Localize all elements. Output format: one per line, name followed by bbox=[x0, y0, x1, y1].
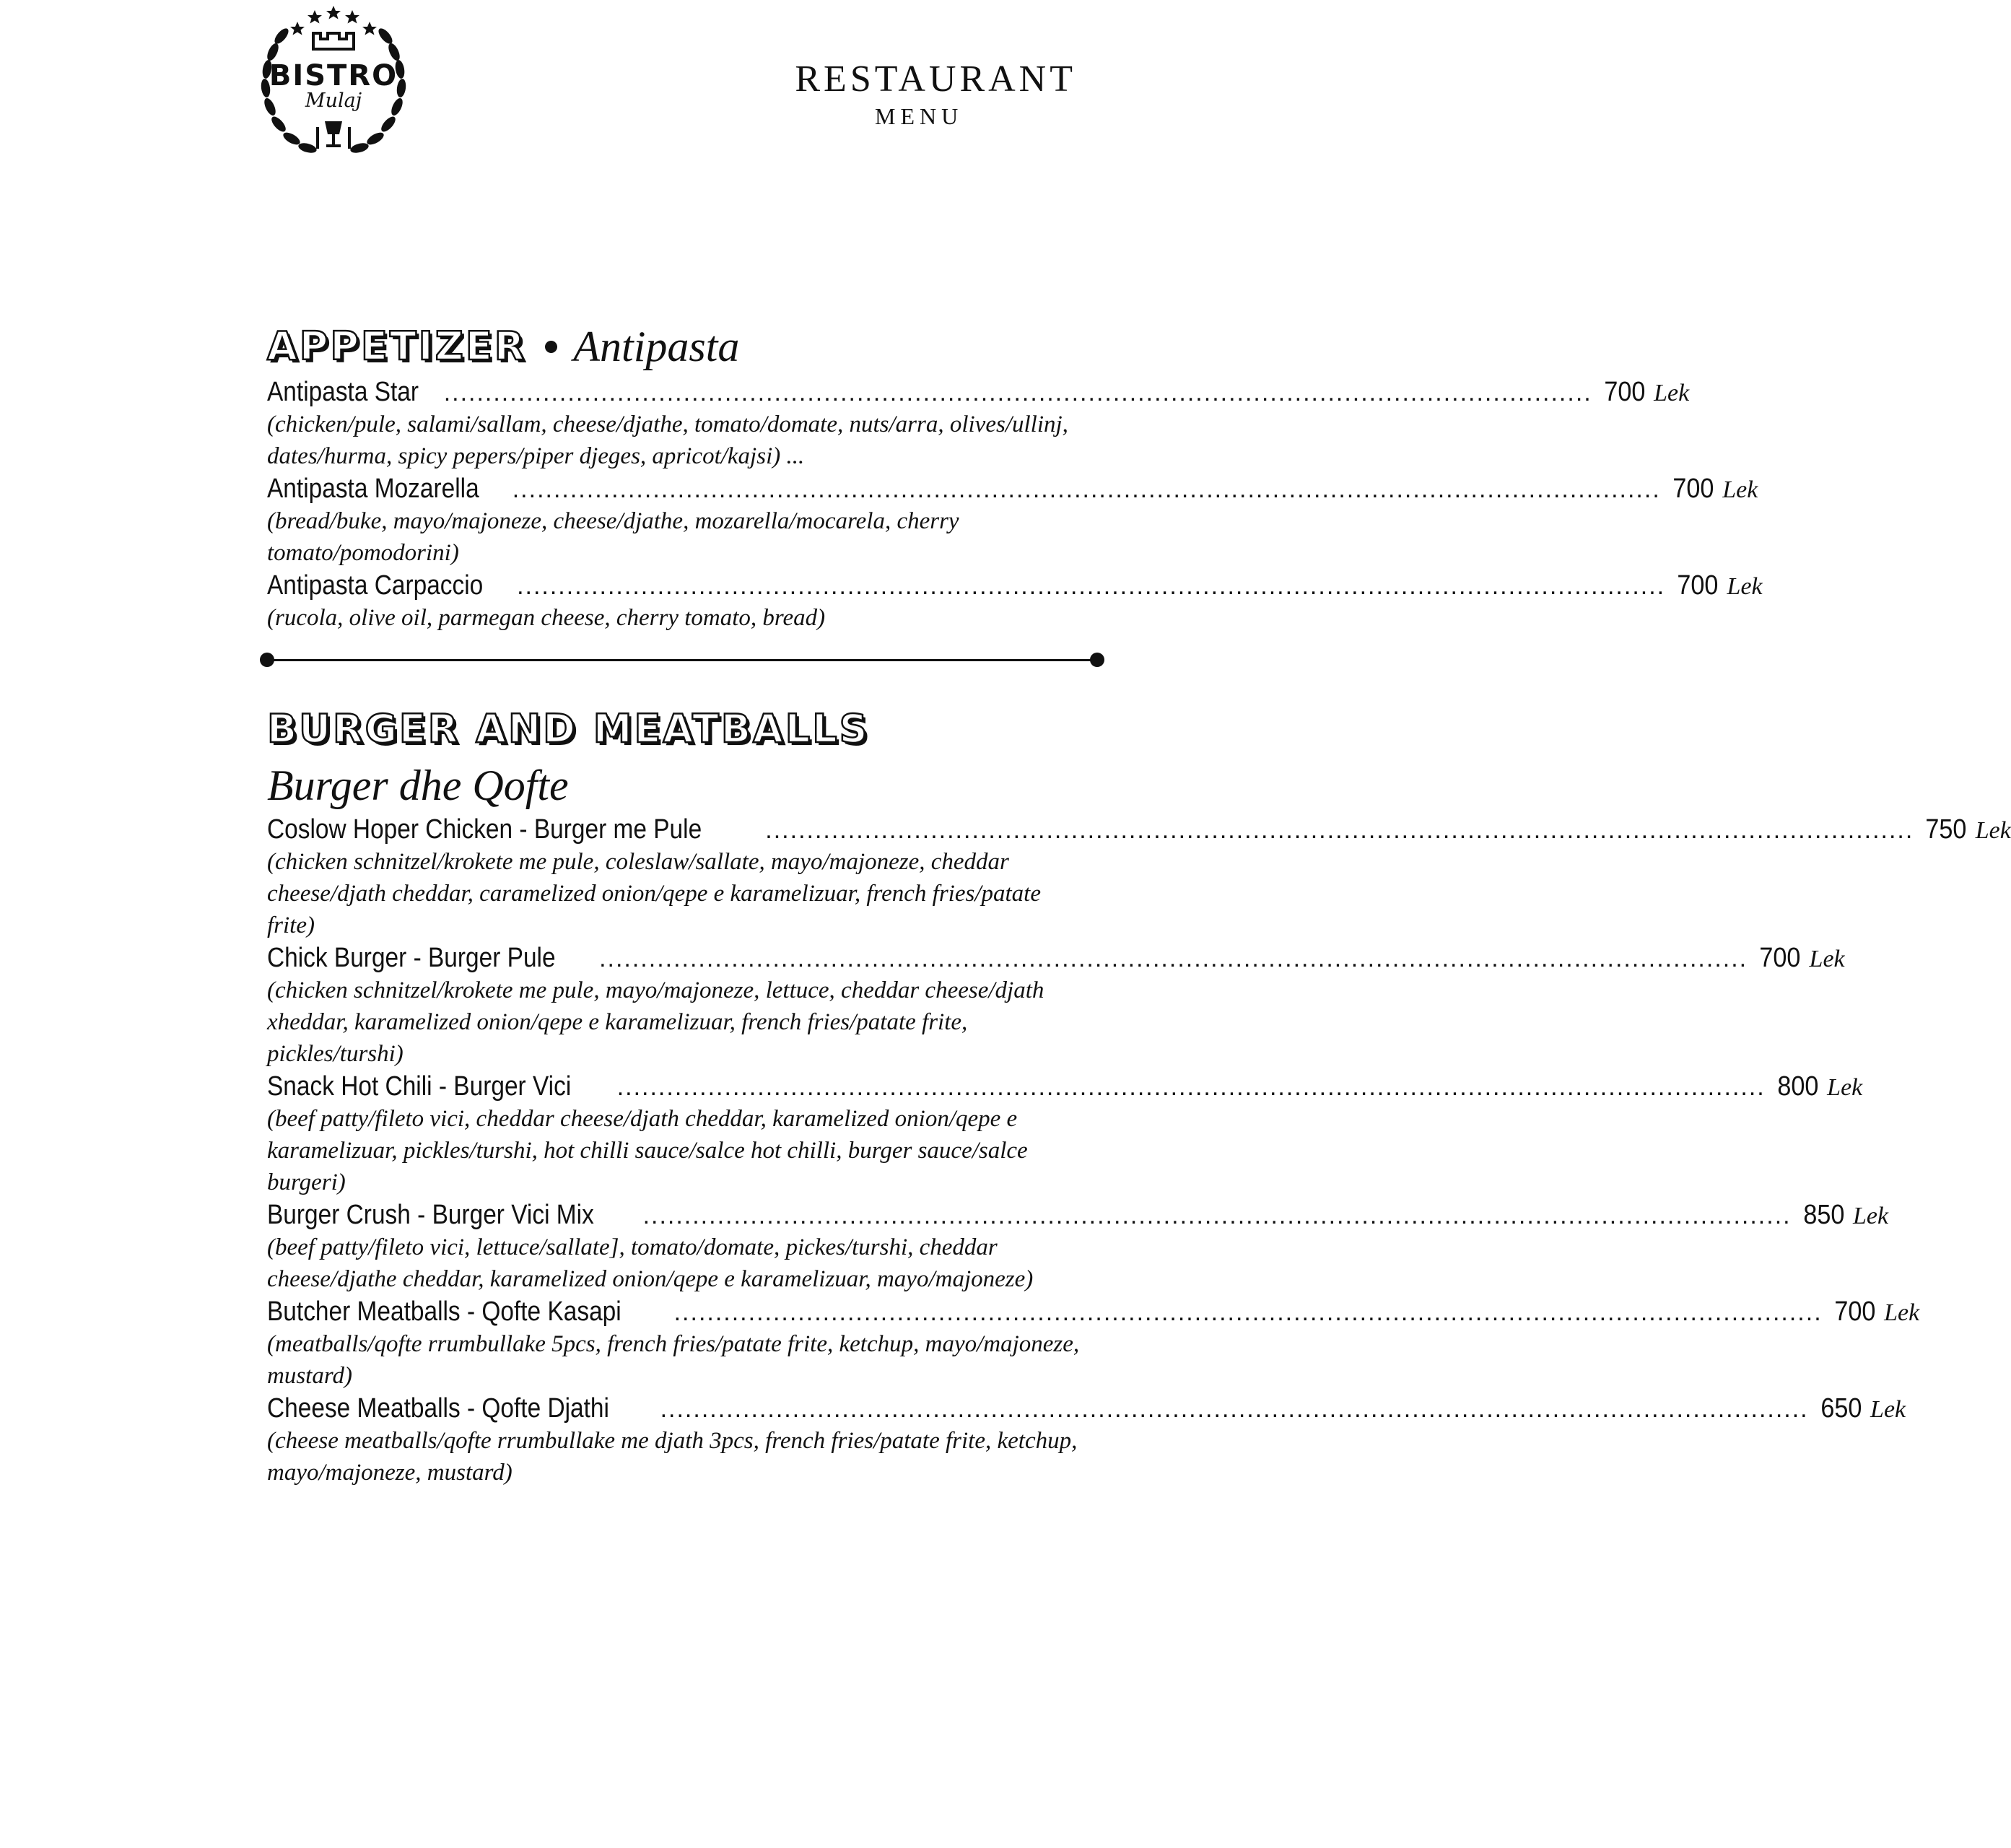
item-name: Cheese Meatballs - Qofte Djathi bbox=[267, 1393, 609, 1424]
item-name: Antipasta Mozarella bbox=[267, 474, 479, 504]
item-name: Snack Hot Chili - Burger Vici bbox=[267, 1071, 572, 1102]
logo-script: Mulaj bbox=[305, 90, 362, 112]
item-price: 700 bbox=[1833, 1296, 1876, 1327]
item-currency: Lek bbox=[1722, 476, 1758, 503]
page-subtitle: MENU bbox=[875, 103, 964, 129]
item-description: (bread/buke, mayo/majoneze, cheese/djathe, mozarella/mocarela, cherry tomato/pomodorini) bbox=[267, 508, 959, 566]
menu-item bbox=[267, 1392, 1906, 1489]
item-price: 800 bbox=[1777, 1071, 1819, 1102]
menu-item bbox=[267, 1070, 1863, 1198]
item-price: 700 bbox=[1672, 474, 1714, 504]
cutlery-icon bbox=[316, 121, 351, 149]
item-currency: Lek bbox=[1853, 1203, 1889, 1229]
dot-leader: ........................................................................................................................................... bbox=[673, 1299, 1823, 1326]
dot-leader: ........................................................................................................................................... bbox=[616, 1073, 1766, 1101]
item-description: (beef patty/fileto vici, cheddar cheese/djath cheddar, karamelized onion/qepe e karamelizuar, pickles/turshi, hot chilli sauce/salce hot chilli, burger sauce/salce burgeri) bbox=[267, 1106, 1028, 1195]
divider-dot-icon bbox=[1090, 653, 1104, 667]
section-divider bbox=[260, 651, 1104, 668]
dot-leader: ........................................................................................................................................... bbox=[765, 816, 1914, 844]
item-description: (beef patty/fileto vici, lettuce/sallate], tomato/domate, pickes/turshi, cheddar cheese/djathe cheddar, karamelized onion/qepe e karamelizuar, mayo/majoneze) bbox=[267, 1234, 1034, 1292]
menu-item bbox=[267, 941, 1845, 1070]
dot-leader: ........................................................................................................................................... bbox=[599, 945, 1748, 972]
section-title-appetizer bbox=[267, 318, 1097, 375]
item-price: 650 bbox=[1820, 1393, 1862, 1424]
menu-item bbox=[267, 375, 1690, 472]
item-name: Coslow Hoper Chicken - Burger me Pule bbox=[267, 814, 702, 845]
item-description: (rucola, olive oil, parmegan cheese, cherry tomato, bread) bbox=[267, 605, 826, 631]
page-title: RESTAURANT bbox=[795, 58, 1076, 100]
item-description: (cheese meatballs/qofte rrumbullake me djath 3pcs, french fries/patate frite, ketchup, mayo/majoneze, mustard) bbox=[267, 1428, 1078, 1486]
item-price: 850 bbox=[1802, 1200, 1845, 1230]
section-heading: APPETIZER bbox=[267, 323, 527, 369]
dot-leader: ........................................................................................................................................... bbox=[642, 1202, 1792, 1229]
item-name: Antipasta Star bbox=[267, 377, 419, 407]
item-currency: Lek bbox=[1827, 1074, 1863, 1101]
section-subheading: Burger dhe Qofte bbox=[267, 762, 569, 809]
star-icons bbox=[290, 6, 377, 35]
section-title-burger bbox=[267, 700, 1097, 758]
item-currency: Lek bbox=[1809, 946, 1845, 972]
section-heading: BURGER AND MEATBALLS bbox=[267, 706, 870, 751]
item-price: 700 bbox=[1677, 570, 1719, 601]
section-subheading: Antipasta bbox=[573, 323, 740, 370]
item-name: Antipasta Carpaccio bbox=[267, 570, 484, 601]
item-name: Chick Burger - Burger Pule bbox=[267, 943, 556, 973]
menu-item bbox=[267, 569, 1763, 634]
dot-leader: ........................................................................................................................................... bbox=[512, 476, 1661, 503]
menu-item bbox=[267, 1295, 1920, 1392]
bistro-logo bbox=[253, 0, 414, 160]
item-description: (chicken schnitzel/krokete me pule, mayo/majoneze, lettuce, cheddar cheese/djath xheddar, karamelized onion/qepe e karamelizuar, french fries/patate frite, pickles/turshi) bbox=[267, 977, 1044, 1067]
menu-content bbox=[267, 318, 2011, 1489]
item-currency: Lek bbox=[1884, 1299, 1920, 1326]
item-description: (chicken schnitzel/krokete me pule, coleslaw/sallate, mayo/majoneze, cheddar cheese/djath cheddar, caramelized onion/qepe e karamelizuar, french fries/patate frite) bbox=[267, 849, 1041, 938]
item-currency: Lek bbox=[1727, 573, 1763, 600]
menu-item bbox=[267, 813, 2011, 941]
item-name: Burger Crush - Burger Vici Mix bbox=[267, 1200, 594, 1230]
divider-dot-icon bbox=[260, 653, 274, 667]
castle-icon bbox=[313, 33, 354, 49]
item-currency: Lek bbox=[1870, 1396, 1906, 1423]
item-price: 700 bbox=[1759, 943, 1801, 973]
item-price: 750 bbox=[1925, 814, 1967, 845]
item-currency: Lek bbox=[1975, 817, 2011, 844]
bullet-dot-icon bbox=[545, 341, 557, 353]
item-description: (chicken/pule, salami/sallam, cheese/djathe, tomato/domate, nuts/arra, olives/ullinj, dates/hurma, spicy pepers/piper djeges, apricot/kajsi) ... bbox=[267, 411, 1068, 469]
menu-item bbox=[267, 472, 1758, 569]
item-name: Butcher Meatballs - Qofte Kasapi bbox=[267, 1296, 621, 1327]
dot-leader: ........................................................................................................................................... bbox=[443, 379, 1592, 406]
menu-item bbox=[267, 1198, 1889, 1295]
dot-leader: ........................................................................................................................................... bbox=[517, 572, 1666, 600]
item-currency: Lek bbox=[1654, 380, 1690, 406]
item-description: (meatballs/qofte rrumbullake 5pcs, french fries/patate frite, ketchup, mayo/majoneze, mustard) bbox=[267, 1331, 1080, 1389]
item-price: 700 bbox=[1604, 377, 1646, 407]
logo-wordmark: BISTRO bbox=[269, 59, 398, 92]
dot-leader: ........................................................................................................................................... bbox=[660, 1395, 1809, 1423]
